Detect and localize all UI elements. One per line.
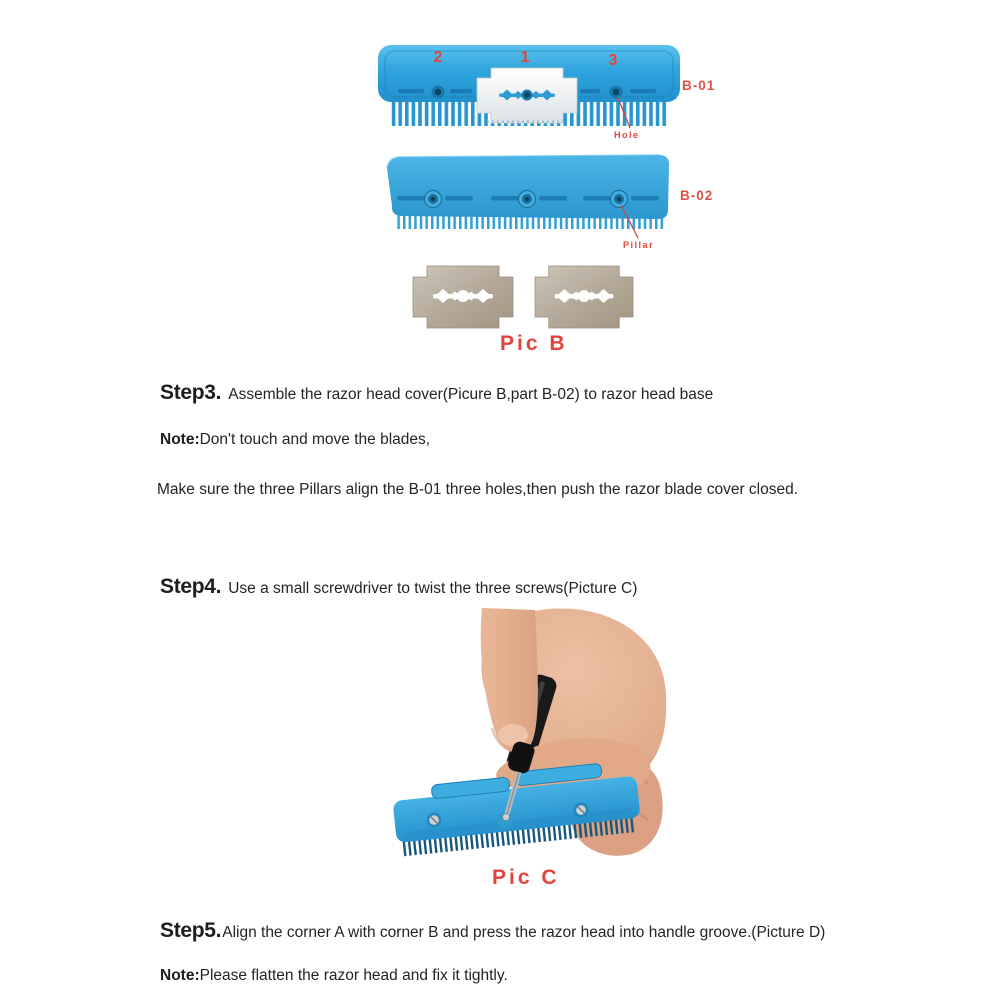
pillar-callout-label: Pillar: [623, 240, 655, 250]
razor-blades-graphic: [405, 262, 645, 334]
part-code-b01: B-01: [682, 78, 716, 93]
razor-head-cover-graphic: [375, 152, 675, 254]
note3-label: Note:: [160, 431, 200, 448]
note3b-line: [157, 481, 798, 499]
note5-line: [160, 967, 508, 985]
note5-label: Note:: [160, 967, 200, 984]
figure-b01-razor-head-base: [372, 42, 717, 148]
step5-text: Align the corner A with corner B and press the razor head into handle groove.(Picture D): [222, 924, 826, 941]
step3-text: Assemble the razor head cover(Picure B,part B-02) to razor head base: [228, 386, 714, 403]
hole-callout-label: Hole: [614, 130, 640, 140]
step4-title: Step4.: [160, 575, 222, 598]
position-number-1: 1: [520, 49, 530, 66]
right-blade-graphic: [535, 266, 633, 328]
step5-title: Step5.: [160, 919, 222, 942]
position-number-3: 3: [608, 52, 618, 69]
step3-line: [160, 381, 713, 405]
pic-b-caption: Pic B: [500, 332, 568, 355]
pic-c-caption: Pic C: [492, 866, 560, 889]
step5-line: [160, 919, 825, 943]
note5-text: Please flatten the razor head and fix it tightly.: [199, 967, 508, 984]
step3-title: Step3.: [160, 381, 222, 404]
hand-screwdriver-graphic: [380, 608, 670, 866]
left-blade-graphic: [413, 266, 513, 328]
figure-b02-razor-head-cover: [375, 152, 720, 256]
part-code-b02: B-02: [680, 188, 714, 203]
step4-text: Use a small screwdriver to twist the three screws(Picture C): [228, 580, 638, 597]
note3-line: [160, 431, 430, 449]
position-number-2: 2: [433, 49, 443, 66]
note3b-text: Make sure the three Pillars align the B-01 three holes,then push the razor blade cover closed.: [157, 481, 799, 498]
mounted-blade-graphic: [477, 68, 577, 123]
step4-line: [160, 575, 637, 599]
figure-pic-b-blades: [405, 262, 655, 362]
figure-pic-c-screwing: [380, 608, 680, 902]
note3-text: Don't touch and move the blades,: [199, 431, 431, 448]
